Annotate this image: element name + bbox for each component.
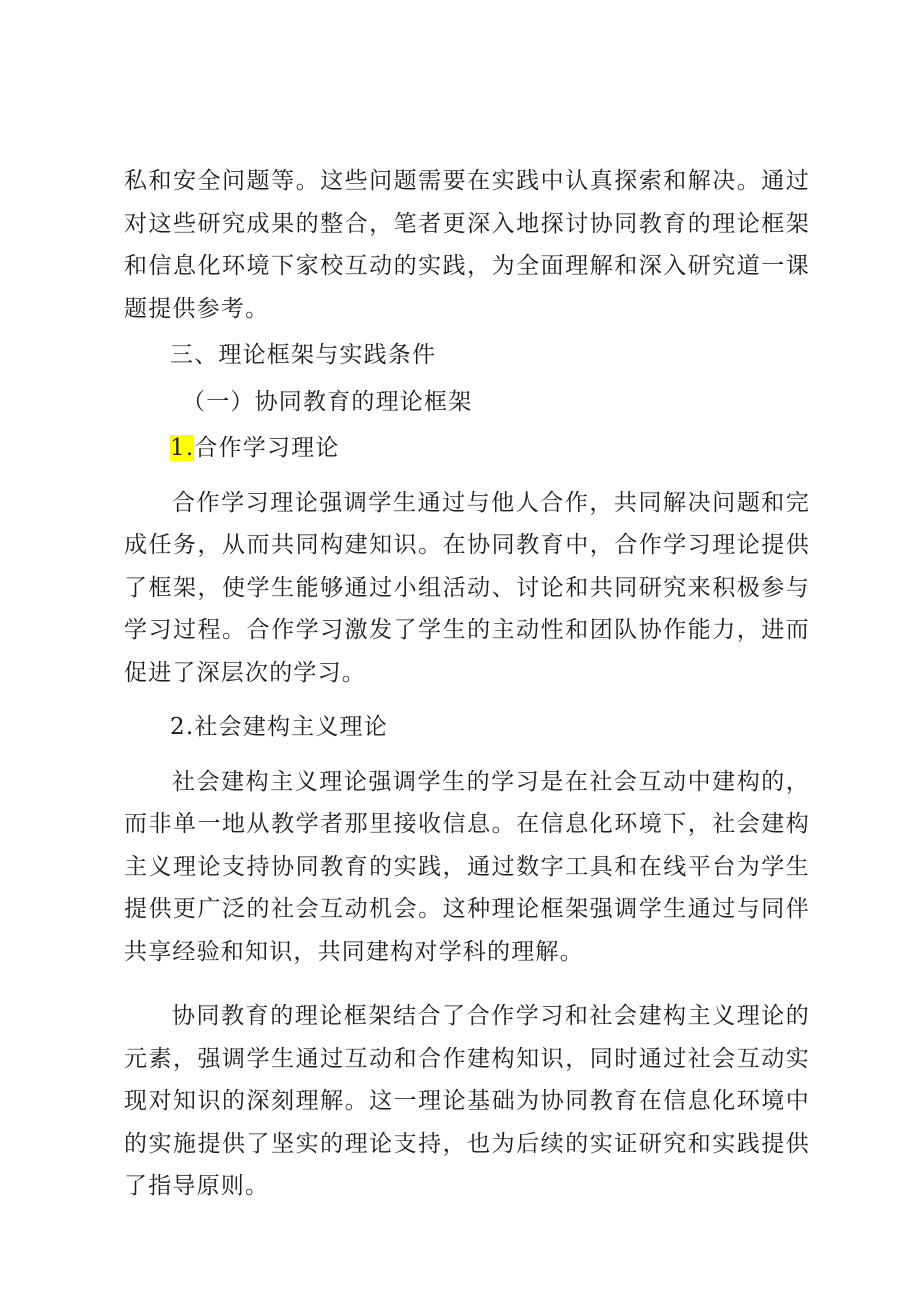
item1-paragraph: 合作学习理论强调学生通过与他人合作，共同解决问题和完成任务，从而共同构建知识。在协同教育中，合作学习理论提供了框架，使学生能够通过小组活动、讨论和共同研究来积极参与学习过程。合作学习激发了学生的主动性和团队协作能力，进而促进了深层次的学习。	[124, 489, 810, 686]
subsection-heading: （一）协同教育的理论框架	[182, 388, 473, 415]
section-heading: 三、理论框架与实践条件	[170, 342, 437, 368]
item1-title: 合作学习理论	[194, 435, 340, 461]
item2-paragraph: 社会建构主义理论强调学生的学习是在社会互动中建构的，而非单一地从教学者那里接收信息。在信息化环境下，社会建构主义理论支持协同教育的实践，通过数字工具和在线平台为学生提供更广泛的社会互动机会。这种理论框架强调学生通过与同伴共享经验和知识，共同建构对学科的理解。	[124, 768, 810, 965]
closing-paragraph: 协同教育的理论框架结合了合作学习和社会建构主义理论的元素，强调学生通过互动和合作建构知识，同时通过社会互动实现对知识的深刻理解。这一理论基础为协同教育在信息化环境中的实施提供了坚实的理论支持，也为后续的实证研究和实践提供了指导原则。	[124, 1003, 810, 1199]
item2-heading	[124, 706, 810, 749]
item1-number-highlight: 1.	[170, 435, 195, 461]
item2-title: 社会建构主义理论	[194, 714, 388, 740]
item2-number: 2.	[170, 714, 195, 740]
document-body	[124, 160, 810, 1208]
item1-heading	[124, 427, 810, 470]
intro-paragraph: 私和安全问题等。这些问题需要在实践中认真探索和解决。通过对这些研究成果的整合，笔者更深入地探讨协同教育的理论框架和信息化环境下家校互动的实践，为全面理解和深入研究道一课题提供参考。	[124, 168, 810, 322]
